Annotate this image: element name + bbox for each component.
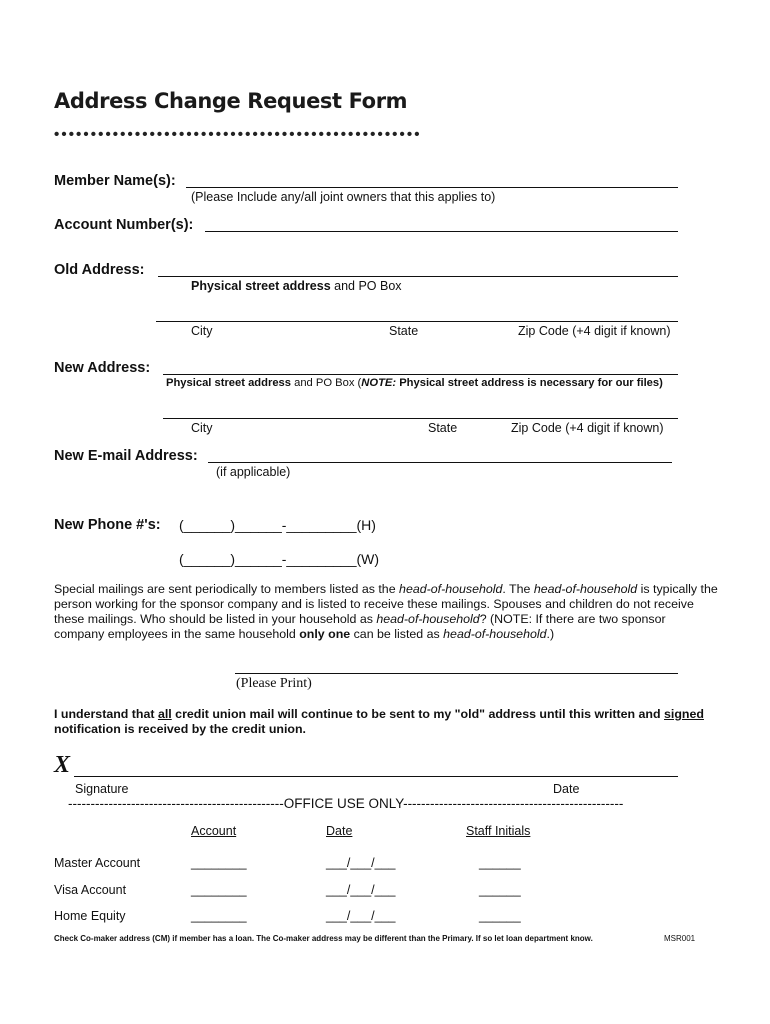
old-address-hint: Physical street address and PO Box xyxy=(191,279,402,293)
office-row-date[interactable]: ___/___/___ xyxy=(326,909,396,923)
office-row-initials[interactable]: ______ xyxy=(479,856,521,870)
old-city-label: City xyxy=(191,324,213,338)
new-address-hint: Physical street address and PO Box (NOTE: Physical street address is necessary for our files) xyxy=(166,377,663,389)
office-row-label: Master Account xyxy=(54,856,141,870)
old-state-label: State xyxy=(389,324,419,338)
form-code: MSR001 xyxy=(664,934,696,943)
office-row-account[interactable]: ________ xyxy=(191,909,247,923)
office-row-account[interactable]: ________ xyxy=(191,856,247,870)
email-label: New E-mail Address: xyxy=(54,448,198,464)
old-city-state-zip-field[interactable] xyxy=(156,321,678,322)
please-print-label: (Please Print) xyxy=(236,676,312,691)
new-address-label: New Address: xyxy=(54,360,151,376)
footer-note: Check Co-maker address (CM) if member has a loan. The Co-maker address may be different than the Primary. If so let loan department know. xyxy=(54,934,593,943)
account-number-field[interactable] xyxy=(205,231,678,232)
email-field[interactable] xyxy=(208,462,672,463)
head-of-household-field[interactable] xyxy=(235,673,678,674)
office-row-initials[interactable]: ______ xyxy=(479,909,521,923)
new-street-field[interactable] xyxy=(163,374,678,375)
home-phone-field[interactable]: (______)______-_________(H) xyxy=(179,517,376,533)
member-name-label: Member Name(s): xyxy=(54,173,176,189)
date-label: Date xyxy=(553,782,580,796)
new-state-label: State xyxy=(428,421,458,435)
signature-field[interactable] xyxy=(74,776,678,777)
member-name-field[interactable] xyxy=(186,187,678,188)
email-hint: (if applicable) xyxy=(216,465,291,479)
office-row-date[interactable]: ___/___/___ xyxy=(326,883,396,897)
office-row-account[interactable]: ________ xyxy=(191,883,247,897)
old-zip-label: Zip Code (+4 digit if known) xyxy=(518,324,671,338)
old-address-label: Old Address: xyxy=(54,262,145,278)
office-row-label: Home Equity xyxy=(54,909,126,923)
new-zip-label: Zip Code (+4 digit if known) xyxy=(511,421,664,435)
office-row-initials[interactable]: ______ xyxy=(479,883,521,897)
account-number-label: Account Number(s): xyxy=(54,217,194,233)
office-col-staff-initials: Staff Initials xyxy=(466,824,531,838)
member-name-hint: (Please Include any/all joint owners that this applies to) xyxy=(191,190,496,204)
signature-label: Signature xyxy=(75,782,129,796)
signature-x-mark: X xyxy=(54,752,71,778)
office-row-date[interactable]: ___/___/___ xyxy=(326,856,396,870)
office-col-account: Account xyxy=(191,824,237,838)
dotted-divider: •••••••••••••••••••••••••••••••••••••••••••••••••• xyxy=(54,126,422,143)
phone-label: New Phone #'s: xyxy=(54,517,161,533)
new-city-label: City xyxy=(191,421,213,435)
office-col-date: Date xyxy=(326,824,353,838)
office-row-label: Visa Account xyxy=(54,883,127,897)
head-of-household-paragraph: Special mailings are sent periodically to members listed as the head-of-household. The head-of-household is typically the person working for the sponsor company and is listed to receive these mailings. Spouses and children do not receive these mailings. Who should be listed in your household as head-of-household? (NOTE: If there are two sponsor company employees in the same household only one can be listed as head-of-household.) xyxy=(54,582,718,641)
old-street-field[interactable] xyxy=(158,276,678,277)
new-city-state-zip-field[interactable] xyxy=(163,418,678,419)
office-use-header: ------------------------------------------------OFFICE USE ONLY------------------------------------------------- xyxy=(68,796,624,811)
form-title: Address Change Request Form xyxy=(54,89,408,113)
work-phone-field[interactable]: (______)______-_________(W) xyxy=(179,551,380,567)
acknowledgement-text: I understand that all credit union mail will continue to be sent to my "old" address until this written and signed notification is received by the credit union. xyxy=(54,707,704,736)
